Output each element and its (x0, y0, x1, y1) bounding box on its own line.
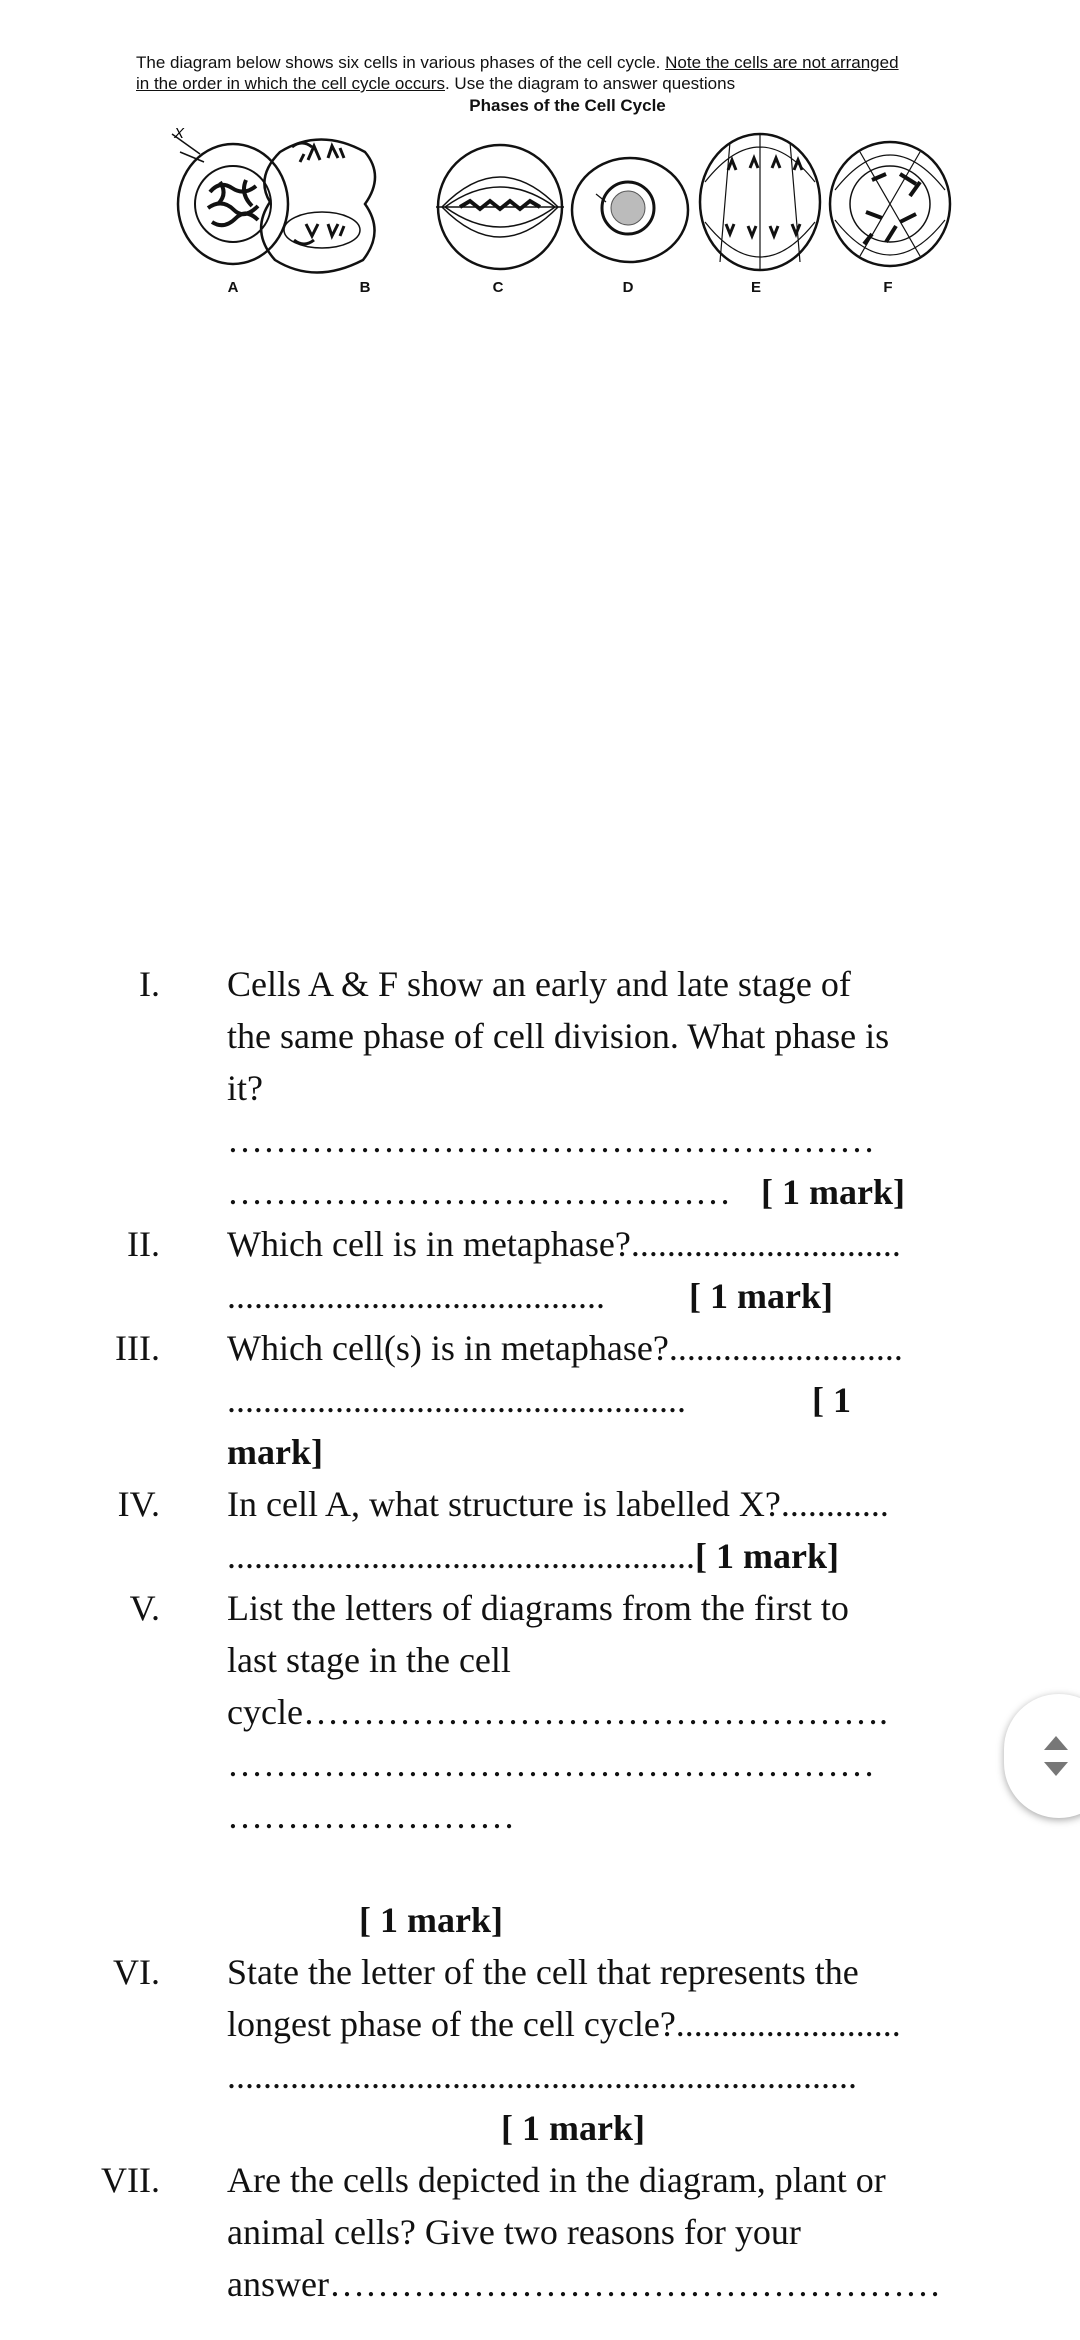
question-line: animal cells? Give two reasons for your (227, 2212, 801, 2252)
question-number: V. (129, 1588, 160, 1628)
intro-text (136, 52, 996, 94)
question-line: Cells A & F show an early and late stage of (227, 964, 851, 1004)
question-number: III. (115, 1328, 160, 1368)
label-x: X (174, 125, 185, 142)
cell-label-c: C (492, 279, 504, 296)
question-number: IV. (117, 1484, 160, 1524)
question-line: last stage in the cell (227, 1640, 511, 1680)
question-text (227, 2154, 997, 2310)
question-text (227, 1582, 997, 1946)
answer-dots: .................................................... (227, 1536, 695, 1576)
intro-plain: The diagram below shows six cells in various phases of the cell cycle. (136, 53, 666, 72)
cell-label-e: E (750, 279, 762, 296)
blank-line (227, 1842, 997, 1894)
diagram-title: Phases of the Cell Cycle (469, 96, 666, 115)
intro-underlined-2: in the order in which the cell cycle occurs (136, 74, 445, 93)
mark-label: [ 1 mark] (359, 1900, 503, 1940)
mark-label-continued: mark] (227, 1432, 323, 1472)
mark-label: [ 1 mark] (501, 2108, 645, 2148)
question-number: II. (127, 1224, 160, 1264)
answer-line-with-mark (227, 1374, 997, 1426)
cell-label-d: D (622, 279, 634, 296)
question-line: it? (227, 1068, 263, 1108)
mark-label: [ 1 (812, 1380, 851, 1420)
mark-label: [ 1 mark] (695, 1536, 839, 1576)
question-text (227, 1478, 997, 1582)
mark-label: [ 1 mark] (761, 1172, 905, 1212)
question-line: State the letter of the cell that represents the (227, 1952, 859, 1992)
question-line: cycle…………………………………………. (227, 1692, 888, 1732)
question-text (227, 1946, 997, 2154)
answer-line-with-mark (227, 1530, 997, 1582)
question-number: I. (139, 964, 160, 1004)
cell-e (700, 134, 820, 270)
question-line: Which cell(s) is in metaphase?.......................... (227, 1328, 903, 1368)
answer-dots: ................................................... (227, 1380, 686, 1420)
page-scroll-button[interactable] (1004, 1694, 1080, 1818)
cell-cycle-diagram (160, 112, 960, 312)
question-line: In cell A, what structure is labelled X?............ (227, 1484, 889, 1524)
cell-b (261, 140, 375, 273)
answer-line-with-mark (227, 1166, 997, 1218)
question-line: longest phase of the cell cycle?......................... (227, 2004, 901, 2044)
question-text (227, 1322, 997, 1478)
question-number: VI. (113, 1952, 160, 1992)
cell-f (830, 142, 950, 266)
answer-line-with-mark (227, 1270, 997, 1322)
question-text (227, 958, 997, 1218)
cell-d (572, 158, 688, 262)
question-line: List the letters of diagrams from the first to (227, 1588, 849, 1628)
mark-label: [ 1 mark] (689, 1276, 833, 1316)
answer-dots: .......................................... (227, 1276, 605, 1316)
cell-c (436, 145, 564, 269)
answer-line: ...................................................................... (227, 2056, 857, 2096)
cell-label-f: F (883, 279, 893, 296)
answer-dots: …………………………………… (227, 1172, 731, 1212)
cell-label-b: B (359, 279, 371, 296)
question-line: Are the cells depicted in the diagram, plant or (227, 2160, 886, 2200)
cell-label-a: A (227, 279, 239, 296)
intro-underlined-1: Note the cells are not arranged (665, 53, 899, 72)
answer-line: ……………………………………………… (227, 1120, 875, 1160)
question-text (227, 1218, 997, 1322)
question-number: VII. (101, 2160, 160, 2200)
up-down-arrows-icon (1036, 1730, 1076, 1782)
answer-line: ……………………………………………… (227, 1744, 875, 1784)
cell-a (172, 134, 288, 264)
answer-line: …………………… (227, 1796, 515, 1836)
question-line: Which cell is in metaphase?.............................. (227, 1224, 901, 1264)
question-line: answer…………………………………………… (227, 2264, 941, 2304)
intro-end: . Use the diagram to answer questions (444, 74, 736, 93)
question-line: the same phase of cell division. What phase is (227, 1016, 890, 1056)
